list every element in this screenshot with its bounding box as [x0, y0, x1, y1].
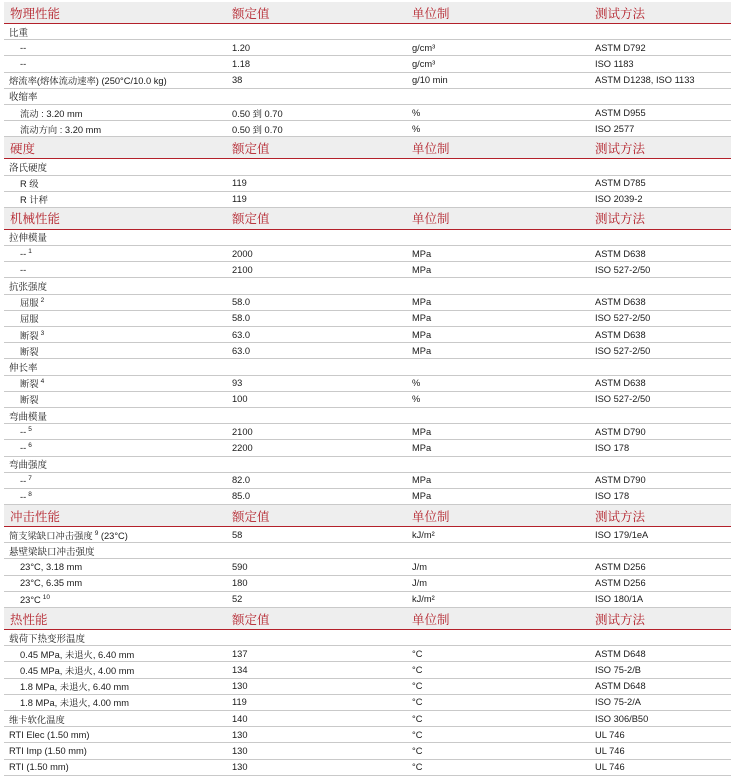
property-name: 断裂 — [20, 330, 39, 341]
category-label: 弯曲模量 — [9, 411, 48, 423]
category-row — [4, 408, 731, 424]
table-row — [4, 73, 731, 89]
unit: °C — [412, 681, 423, 692]
table-row — [4, 246, 731, 262]
test-method: ISO 180/1A — [595, 594, 644, 605]
property-name: 23°C — [20, 594, 41, 605]
unit: J/m — [412, 562, 427, 573]
test-method: ASTM D648 — [595, 681, 646, 692]
property-label — [4, 265, 228, 275]
column-header-unit: 单位制 — [412, 6, 450, 21]
section-title: 机械性能 — [10, 212, 61, 227]
property-name: R 级 — [20, 179, 39, 190]
property-label — [4, 746, 228, 756]
nominal-value: 63.0 — [232, 329, 251, 340]
property-name: 0.45 MPa, 未退火, 6.40 mm — [20, 649, 135, 660]
test-method: UL 746 — [595, 729, 625, 740]
table-row — [4, 440, 731, 456]
nominal-value: 63.0 — [232, 345, 251, 356]
unit: MPa — [412, 264, 432, 275]
nominal-value: 130 — [232, 729, 248, 740]
test-method: UL 746 — [595, 762, 625, 773]
unit: g/10 min — [412, 75, 448, 86]
test-method: ASTM D638 — [595, 297, 646, 308]
unit: °C — [412, 713, 423, 724]
nominal-value: 140 — [232, 713, 248, 724]
table-row — [4, 727, 731, 743]
property-label — [4, 712, 228, 726]
table-row — [4, 343, 731, 359]
property-label — [4, 578, 228, 588]
unit: MPa — [412, 313, 432, 324]
table-row — [4, 121, 731, 137]
table-row — [4, 592, 731, 608]
test-method: ISO 306/B50 — [595, 713, 649, 724]
property-name: 断裂 — [20, 395, 39, 406]
nominal-value: 58.0 — [232, 313, 251, 324]
nominal-value: 130 — [232, 681, 248, 692]
column-header-method: 测试方法 — [595, 612, 646, 627]
nominal-value: 58.0 — [232, 297, 251, 308]
unit: % — [412, 107, 421, 118]
unit: MPa — [412, 475, 432, 486]
category-label: 伸长率 — [9, 362, 38, 374]
column-header-unit: 单位制 — [412, 612, 450, 627]
test-method: ISO 2039-2 — [595, 194, 643, 205]
test-method: ISO 527-2/50 — [595, 345, 651, 356]
unit: g/cm³ — [412, 58, 436, 69]
nominal-value: 93 — [232, 378, 243, 389]
property-label — [4, 192, 228, 206]
category-row — [4, 230, 731, 246]
nominal-value: 82.0 — [232, 475, 251, 486]
property-label — [4, 475, 228, 486]
property-name: RTI Elec (1.50 mm) — [9, 729, 90, 740]
property-label — [4, 679, 228, 693]
category-row — [4, 359, 731, 375]
column-header-value: 额定值 — [232, 212, 270, 227]
section-header — [4, 137, 731, 159]
nominal-value: 100 — [232, 394, 248, 405]
footnote-marker: 10 — [42, 593, 51, 601]
table-row — [4, 424, 731, 440]
property-label — [4, 73, 228, 87]
section-title: 物理性能 — [10, 6, 61, 21]
property-condition: (23°C) — [98, 530, 128, 541]
unit: % — [412, 378, 421, 389]
footnote-marker: 7 — [28, 474, 32, 482]
column-header-value: 额定值 — [232, 6, 270, 21]
property-name: 维卡软化温度 — [9, 714, 65, 725]
table-row — [4, 327, 731, 343]
property-label — [4, 176, 228, 190]
property-label — [4, 528, 228, 542]
property-label — [4, 43, 228, 53]
nominal-value: 0.50 到 0.70 — [232, 108, 283, 119]
test-method: ASTM D955 — [595, 107, 646, 118]
unit: °C — [412, 729, 423, 740]
property-name: 简支梁缺口冲击强度 — [9, 530, 93, 541]
footnote-marker: 6 — [28, 442, 32, 450]
unit: °C — [412, 664, 423, 675]
test-method: ISO 178 — [595, 491, 630, 502]
category-row — [4, 457, 731, 473]
category-row — [4, 89, 731, 105]
unit: J/m — [412, 578, 427, 589]
test-method: ISO 527-2/50 — [595, 313, 651, 324]
unit: MPa — [412, 442, 432, 453]
section-header — [4, 608, 731, 630]
column-header-method: 测试方法 — [595, 212, 646, 227]
table-row — [4, 295, 731, 311]
test-method: ASTM D648 — [595, 648, 646, 659]
property-name: RTI (1.50 mm) — [9, 762, 69, 773]
unit: MPa — [412, 248, 432, 259]
property-name: -- — [20, 58, 27, 69]
property-name: R 计秤 — [20, 195, 48, 206]
table-row — [4, 392, 731, 408]
unit: °C — [412, 745, 423, 756]
category-label: 洛氏硬度 — [9, 162, 48, 174]
nominal-value: 130 — [232, 745, 248, 756]
test-method: ASTM D256 — [595, 562, 646, 573]
unit: MPa — [412, 426, 432, 437]
property-label — [4, 491, 228, 502]
unit: MPa — [412, 297, 432, 308]
unit: MPa — [412, 329, 432, 340]
property-label — [4, 122, 228, 136]
property-label — [4, 328, 228, 342]
property-label — [4, 647, 228, 661]
category-label: 拉伸模量 — [9, 233, 48, 245]
nominal-value: 38 — [232, 75, 243, 86]
nominal-value: 2100 — [232, 426, 253, 437]
footnote-marker: 8 — [28, 490, 32, 498]
property-name: 屈服 — [20, 298, 39, 309]
unit: % — [412, 123, 421, 134]
category-row — [4, 24, 731, 40]
test-method: ASTM D792 — [595, 42, 646, 53]
category-label: 悬壁梁缺口冲击强度 — [9, 546, 95, 558]
nominal-value: 2200 — [232, 442, 253, 453]
test-method: ASTM D790 — [595, 426, 646, 437]
nominal-value: 137 — [232, 648, 248, 659]
footnote-marker: 9 — [94, 529, 99, 537]
section-title: 热性能 — [10, 612, 48, 627]
table-row — [4, 376, 731, 392]
table-row — [4, 646, 731, 662]
test-method: ISO 2577 — [595, 123, 635, 134]
nominal-value: 119 — [232, 697, 247, 708]
property-name: 熔流率(熔体流动速率) (250°C/10.0 kg) — [9, 76, 167, 87]
nominal-value: 119 — [232, 178, 247, 189]
property-name: 断裂 — [20, 346, 39, 357]
property-name: -- — [20, 427, 27, 438]
table-row — [4, 489, 731, 505]
nominal-value: 58 — [232, 529, 243, 540]
category-row — [4, 159, 731, 175]
test-method: ISO 1183 — [595, 58, 634, 69]
property-name: -- — [20, 491, 27, 502]
nominal-value: 119 — [232, 194, 247, 205]
test-method: ASTM D638 — [595, 378, 646, 389]
test-method: ISO 178 — [595, 442, 630, 453]
property-label — [4, 695, 228, 709]
property-name: RTI Imp (1.50 mm) — [9, 745, 87, 756]
property-name: -- — [20, 249, 27, 260]
property-label — [4, 562, 228, 572]
test-method: UL 746 — [595, 745, 625, 756]
footnote-marker: 3 — [40, 329, 45, 337]
test-method: ASTM D638 — [595, 329, 646, 340]
property-name: 1.8 MPa, 未退火, 6.40 mm — [20, 682, 130, 693]
test-method: ASTM D1238, ISO 1133 — [595, 75, 695, 86]
unit: g/cm³ — [412, 42, 436, 53]
footnote-marker: 5 — [28, 426, 32, 434]
category-label: 载荷下热变形温度 — [9, 633, 86, 645]
table-row — [4, 695, 731, 711]
footnote-marker: 1 — [28, 248, 32, 256]
test-method: ASTM D256 — [595, 578, 646, 589]
property-name: -- — [20, 475, 27, 486]
category-row — [4, 630, 731, 646]
category-label: 抗张强度 — [9, 282, 48, 294]
table-row — [4, 743, 731, 759]
property-label — [4, 106, 228, 120]
unit: % — [412, 394, 421, 405]
nominal-value: 590 — [232, 562, 248, 573]
nominal-value: 1.20 — [232, 42, 251, 53]
property-label — [4, 762, 228, 772]
nominal-value: 180 — [232, 578, 248, 589]
table-row — [4, 192, 731, 208]
property-label — [4, 392, 228, 406]
table-row — [4, 711, 731, 727]
column-header-value: 额定值 — [232, 141, 270, 156]
nominal-value: 0.50 到 0.70 — [232, 124, 283, 135]
footnote-marker: 4 — [40, 378, 45, 386]
table-row — [4, 679, 731, 695]
table-row — [4, 176, 731, 192]
test-method: ISO 527-2/50 — [595, 264, 651, 275]
column-header-method: 测试方法 — [595, 6, 646, 21]
column-header-method: 测试方法 — [595, 509, 646, 524]
property-label — [4, 594, 228, 605]
property-label — [4, 730, 228, 740]
nominal-value: 52 — [232, 594, 243, 605]
nominal-value: 2100 — [232, 264, 253, 275]
nominal-value: 1.18 — [232, 58, 251, 69]
test-method: ASTM D638 — [595, 248, 646, 259]
property-label — [4, 59, 228, 69]
property-name: 屈服 — [20, 314, 39, 325]
property-label — [4, 663, 228, 677]
table-row — [4, 559, 731, 575]
column-header-value: 额定值 — [232, 509, 270, 524]
section-header — [4, 505, 731, 527]
table-row — [4, 40, 731, 56]
table-row — [4, 56, 731, 72]
table-row — [4, 262, 731, 278]
test-method: ASTM D785 — [595, 178, 646, 189]
test-method: ISO 179/1eA — [595, 529, 649, 540]
property-name: 23°C, 6.35 mm — [20, 578, 83, 589]
section-header — [4, 208, 731, 230]
section-title: 冲击性能 — [10, 509, 61, 524]
section-title: 硬度 — [10, 141, 36, 156]
category-label: 收缩率 — [9, 92, 38, 104]
property-label — [4, 295, 228, 309]
property-label — [4, 248, 228, 259]
nominal-value: 134 — [232, 664, 248, 675]
unit: °C — [412, 648, 423, 659]
property-label — [4, 442, 228, 453]
unit: °C — [412, 697, 423, 708]
nominal-value: 85.0 — [232, 491, 251, 502]
column-header-unit: 单位制 — [412, 141, 450, 156]
table-row — [4, 527, 731, 543]
unit: kJ/m² — [412, 594, 435, 605]
nominal-value: 2000 — [232, 248, 253, 259]
section-header — [4, 2, 731, 24]
test-method: ISO 75-2/B — [595, 664, 641, 675]
unit: °C — [412, 762, 423, 773]
property-label — [4, 344, 228, 358]
category-label: 比重 — [9, 27, 29, 39]
unit: MPa — [412, 345, 432, 356]
table-row — [4, 662, 731, 678]
table-row — [4, 311, 731, 327]
nominal-value: 130 — [232, 762, 248, 773]
table-row — [4, 473, 731, 489]
column-header-unit: 单位制 — [412, 212, 450, 227]
column-header-method: 测试方法 — [595, 141, 646, 156]
property-label — [4, 311, 228, 325]
property-name: 1.8 MPa, 未退火, 4.00 mm — [20, 698, 130, 709]
column-header-value: 额定值 — [232, 612, 270, 627]
property-name: 流动 : 3.20 mm — [20, 108, 83, 119]
unit: MPa — [412, 491, 432, 502]
property-name: -- — [20, 443, 27, 454]
footnote-marker: 2 — [40, 297, 45, 305]
table-row — [4, 576, 731, 592]
category-label: 弯曲强度 — [9, 460, 48, 472]
test-method: ASTM D790 — [595, 475, 646, 486]
property-name: 0.45 MPa, 未退火, 4.00 mm — [20, 665, 135, 676]
category-row — [4, 278, 731, 294]
table-row — [4, 105, 731, 121]
category-row — [4, 543, 731, 559]
property-name: -- — [20, 42, 27, 53]
test-method: ISO 527-2/50 — [595, 394, 651, 405]
property-label — [4, 426, 228, 437]
property-label — [4, 376, 228, 390]
test-method: ISO 75-2/A — [595, 697, 641, 708]
property-name: -- — [20, 264, 27, 275]
column-header-unit: 单位制 — [412, 509, 450, 524]
property-name: 23°C, 3.18 mm — [20, 562, 83, 573]
property-name: 流动方向 : 3.20 mm — [20, 124, 102, 135]
property-name: 断裂 — [20, 379, 39, 390]
table-row — [4, 760, 731, 776]
unit: kJ/m² — [412, 529, 435, 540]
